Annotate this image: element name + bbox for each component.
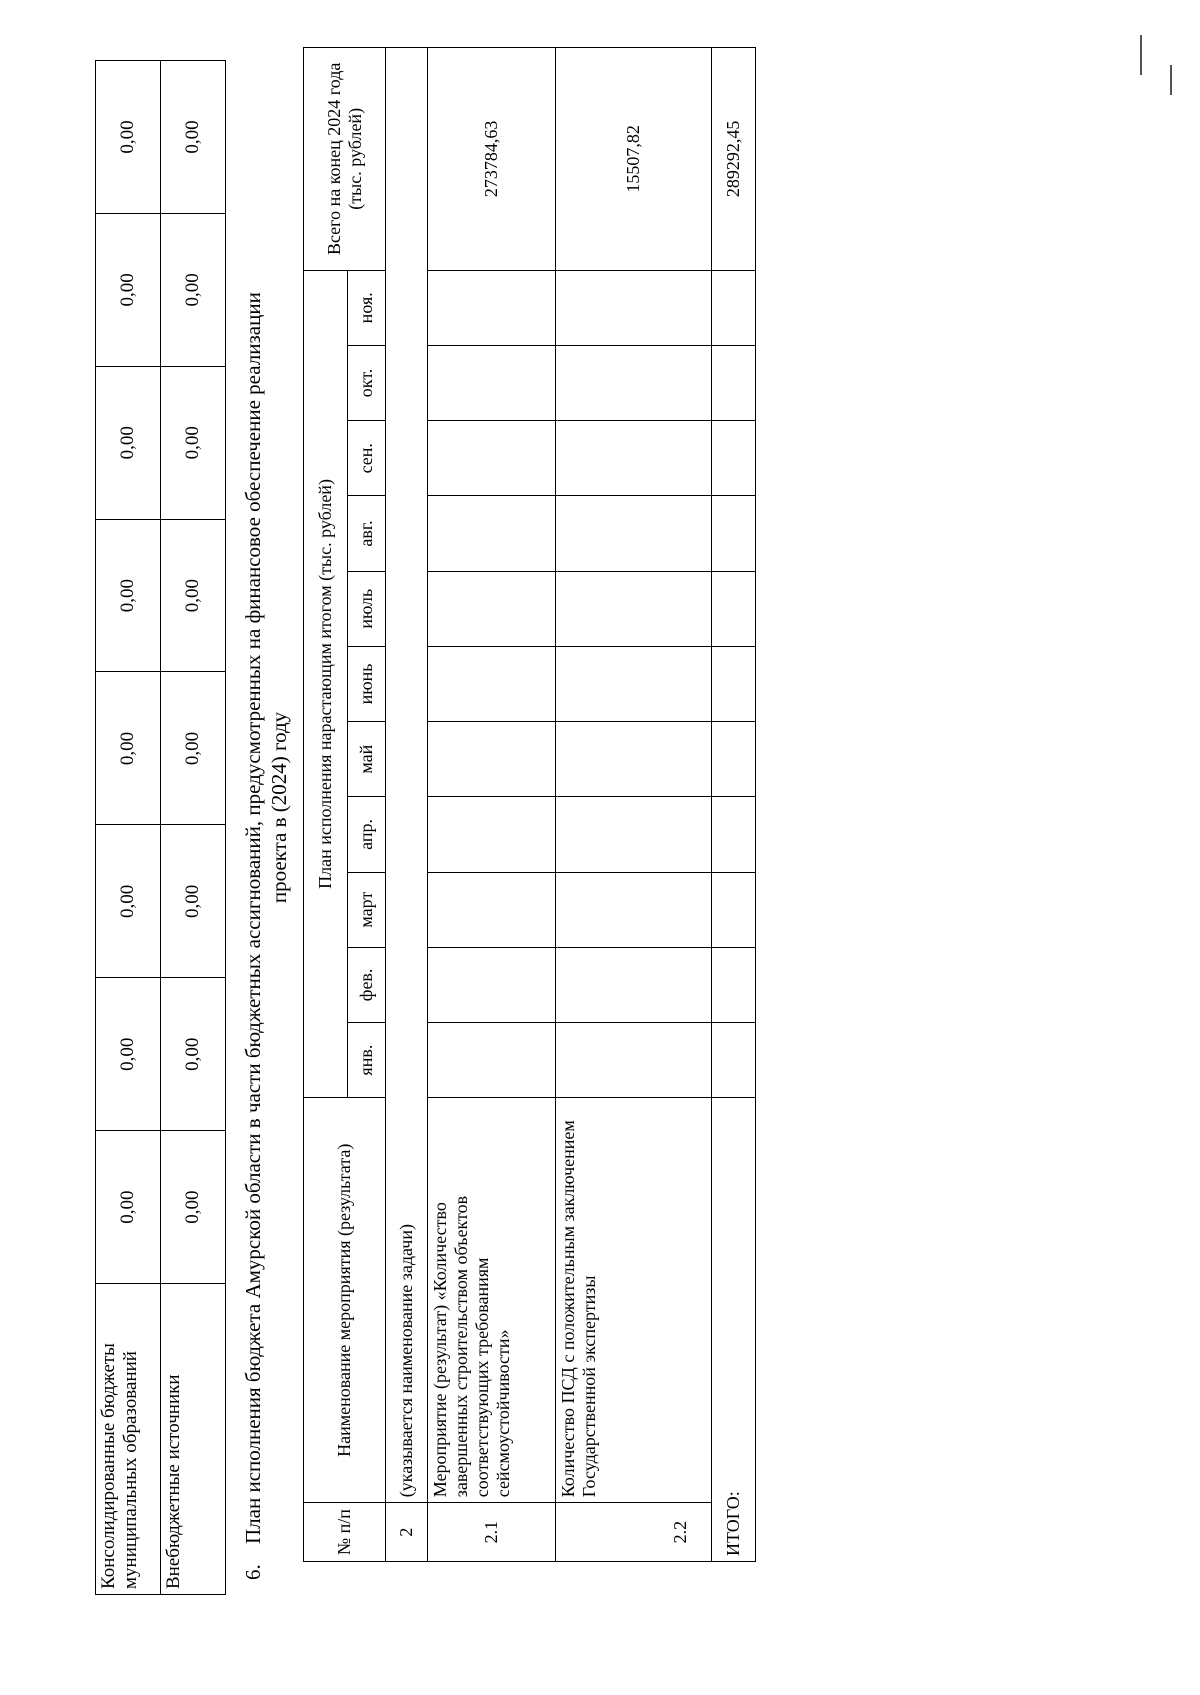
table-row <box>428 48 556 1562</box>
table-cell <box>556 1023 712 1098</box>
table-cell: 0,00 <box>96 366 161 519</box>
table-cell <box>712 421 756 496</box>
table-cell: 0,00 <box>161 1131 226 1284</box>
row-total: 15507,82 <box>556 48 712 271</box>
table-cell <box>428 1023 556 1098</box>
table-cell <box>712 571 756 646</box>
table-cell <box>428 646 556 721</box>
table-cell: 0,00 <box>96 213 161 366</box>
table-cell <box>428 496 556 571</box>
section-title-line2: проекта в (2024) году <box>267 711 291 904</box>
total-label: ИТОГО: <box>712 1098 756 1562</box>
table-cell <box>556 496 712 571</box>
table-cell <box>712 646 756 721</box>
section-number: 6. <box>241 1564 265 1580</box>
table-cell: 0,00 <box>96 61 161 214</box>
table-cell <box>428 947 556 1022</box>
source-label: Консолидированные бюджеты муниципальных образований <box>96 1284 161 1595</box>
task-name: (указывается наименование задачи) <box>386 48 428 1503</box>
table-cell <box>428 345 556 420</box>
table-cell <box>712 947 756 1022</box>
source-label: Внебюджетные источники <box>161 1284 226 1595</box>
table-cell <box>556 646 712 721</box>
row-name: Мероприятие (результат) «Количество завершенных строительством объектов соответствующих требованиям сейсмоустойчивости» <box>428 1098 556 1503</box>
table-cell <box>712 1023 756 1098</box>
table-cell: 0,00 <box>161 519 226 672</box>
table-cell: 0,00 <box>96 519 161 672</box>
table-cell: 0,00 <box>161 672 226 825</box>
sources-table <box>95 60 226 1595</box>
table-cell: 0,00 <box>161 213 226 366</box>
month-header: май <box>348 722 386 797</box>
scan-artifact <box>1170 65 1172 95</box>
header-no: № п/п <box>304 1503 386 1562</box>
table-cell <box>556 270 712 345</box>
table-row <box>161 61 226 1595</box>
row-number: 2.1 <box>428 1503 556 1562</box>
row-total: 273784,63 <box>428 48 556 271</box>
table-cell <box>556 571 712 646</box>
table-cell <box>556 797 712 872</box>
month-header: окт. <box>348 345 386 420</box>
table-cell <box>712 345 756 420</box>
table-cell: 0,00 <box>96 978 161 1131</box>
table-cell <box>428 571 556 646</box>
table-cell <box>556 345 712 420</box>
table-cell <box>556 722 712 797</box>
total-row <box>712 48 756 1562</box>
plan-table <box>303 47 756 1562</box>
month-header: июль <box>348 571 386 646</box>
header-total: Всего на конец 2024 года (тыс. рублей) <box>304 48 386 271</box>
header-name: Наименование мероприятия (результата) <box>304 1098 386 1503</box>
row-name: Количество ПСД с положительным заключением Государственной экспертизы <box>556 1098 712 1503</box>
table-row <box>556 48 712 1562</box>
table-cell <box>712 496 756 571</box>
table-cell: 0,00 <box>161 366 226 519</box>
table-row <box>96 61 161 1595</box>
row-number: 2.2 <box>556 1503 712 1562</box>
task-row <box>386 48 428 1562</box>
section-heading <box>240 35 292 1580</box>
table-cell <box>428 797 556 872</box>
table-cell: 0,00 <box>161 825 226 978</box>
header-plan: План исполнения нарастающим итогом (тыс. рублей) <box>304 270 348 1098</box>
month-header: фев. <box>348 947 386 1022</box>
section-title-line1: План исполнения бюджета Амурской области в части бюджетных ассигнований, предусмотренных на финансовое обеспечение реализации <box>241 292 265 1544</box>
table-cell <box>556 872 712 947</box>
table-cell: 0,00 <box>161 61 226 214</box>
table-cell <box>556 421 712 496</box>
month-header: авг. <box>348 496 386 571</box>
table-cell <box>428 270 556 345</box>
table-cell: 0,00 <box>161 978 226 1131</box>
table-cell <box>428 421 556 496</box>
month-header: апр. <box>348 797 386 872</box>
month-header: янв. <box>348 1023 386 1098</box>
month-header: июнь <box>348 646 386 721</box>
scan-artifact <box>1140 35 1142 75</box>
table-cell: 0,00 <box>96 825 161 978</box>
table-cell <box>428 872 556 947</box>
table-cell <box>428 722 556 797</box>
table-cell: 0,00 <box>96 1131 161 1284</box>
table-cell <box>712 722 756 797</box>
month-header: март <box>348 872 386 947</box>
row-number: 2 <box>386 1503 428 1562</box>
header-row <box>304 48 348 1562</box>
month-header: сен. <box>348 421 386 496</box>
month-header: ноя. <box>348 270 386 345</box>
total-value: 289292,45 <box>712 48 756 271</box>
table-cell <box>712 872 756 947</box>
table-cell <box>712 270 756 345</box>
table-cell <box>556 947 712 1022</box>
table-cell <box>712 797 756 872</box>
table-cell: 0,00 <box>96 672 161 825</box>
